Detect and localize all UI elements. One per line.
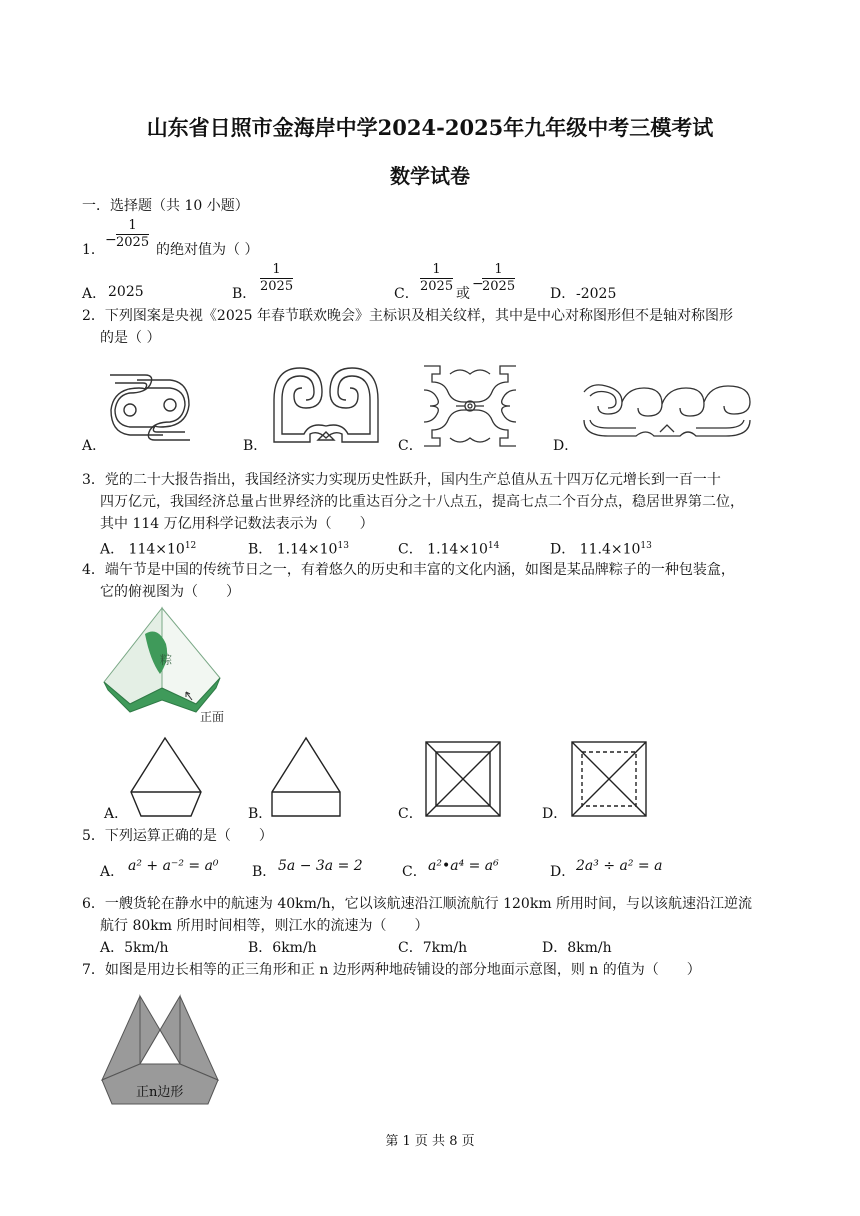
page-footer: 第 1 页 共 8 页 [385,1134,475,1149]
q1-b-den: 2025 [260,279,294,294]
q1-option-a: 2025 [108,284,144,300]
q3-a-exp: 12 [184,541,197,551]
q3-line2: 四万亿元，我国经济总量占世界经济的比重达百分之十八点五，提高七点二个百分点，稳居世界第二位， [100,494,744,510]
q3-line3: 其中 114 万亿用科学记数法表示为（ ） [100,516,374,532]
q4-front-label: 正面 [200,710,225,724]
q5-stem: 5．下列运算正确的是（ ） [82,828,273,844]
q4-view-c [424,740,504,820]
q2-option-c: C． [398,438,423,454]
q1-option-c-or: 或 [456,286,470,302]
q4-packaging-box-photo [100,604,240,729]
q2-pattern-a [105,365,195,450]
q4-option-c: C． [398,806,423,822]
q2-pattern-d [582,380,752,442]
q3-c-exp: 14 [487,541,500,551]
q1-c-den2: 2025 [482,279,516,294]
q1-option-c-frac2 [482,262,515,295]
q1-option-a-label: A． [82,286,107,302]
q1-frac-den: 2025 [116,235,150,250]
q6-line1: 6．一艘货轮在静水中的航速为 40km/h，它以该航速沿江顺流航行 120km 所用时间，与以该航速沿江逆流 [82,896,753,912]
q5-option-a: a² + a⁻² = a⁰ [128,858,219,874]
q2-option-a: A． [82,438,107,454]
q1-option-b-label: B． [232,286,257,302]
q3-d-base: D． 11.4×10 [550,541,641,558]
q6-option-c: C．7km/h [398,940,468,956]
q1-option-c-label: C． [394,286,419,302]
q1-option-d-label: D． [550,286,576,302]
q1-c-num2: 1 [482,262,515,279]
q6-option-b: B．6km/h [248,940,317,956]
q1-c-num1: 1 [420,262,453,279]
q1-stem: 的绝对值为（ ） [156,242,259,258]
q5-option-c-label: C． [402,864,427,880]
q4-line1: 4．端午节是中国的传统节日之一，有着悠久的历史和丰富的文化内涵，如图是某品牌粽子的一种包装盒， [82,562,735,578]
q2-option-d: D． [553,438,579,454]
q1-option-d: -2025 [576,286,617,302]
q4-view-b [268,736,348,820]
q1-neg-sign: − [105,232,117,248]
q7-tiling-figure [100,990,220,1108]
section-heading: 一．选择题（共 10 小题） [82,198,249,214]
q1-option-c-neg: − [472,276,484,292]
q4-line2: 它的俯视图为（ ） [100,584,240,600]
exam-subtitle: 数学试卷 [390,164,470,188]
q2-line1: 2．下列图案是央视《2025 年春节联欢晚会》主标识及相关纹样，其中是中心对称图形但不是轴对称图形 [82,308,733,324]
q3-a-base: A． 114×10 [100,541,185,558]
q5-option-b: 5a − 3a = 2 [278,858,363,874]
q2-pattern-c [420,360,520,452]
q6-line2: 航行 80km 所用时间相等，则江水的流速为（ ） [100,918,429,934]
q4-option-a: A． [104,806,129,822]
q2-pattern-b [270,360,382,452]
q1-b-num: 1 [260,262,293,279]
q4-option-b: B． [248,806,273,822]
q3-option-d [550,536,652,560]
q5-option-c: a²•a⁴ = a⁶ [428,858,499,874]
exam-title: 山东省日照市金海岸中学2024-2025年九年级中考三模考试 [146,115,714,140]
q3-option-c [398,536,499,560]
q6-option-d: D．8km/h [542,940,612,956]
q3-b-exp: 13 [337,541,349,551]
q2-line2: 的是（ ） [100,330,161,346]
q7-stem: 7．如图是用边长相等的正三角形和正 n 边形两种地砖铺设的部分地面示意图，则 n 的值为（ ） [82,962,701,978]
q4-view-a [125,736,207,820]
q1-number: 1． [82,242,105,258]
q5-option-a-label: A． [100,864,125,880]
q5-option-d: 2a³ ÷ a² = a [576,858,663,874]
q5-option-b-label: B． [252,864,277,880]
q1-frac-num: 1 [116,218,149,235]
q1-option-b [260,262,293,295]
q3-option-a [100,536,196,560]
q4-view-d [570,740,650,820]
q5-option-d-label: D． [550,864,576,880]
q3-c-base: C． 1.14×10 [398,541,488,558]
q3-b-base: B． 1.14×10 [248,541,338,558]
q4-box-text: 粽 [160,653,173,667]
q7-polygon-label: 正n边形 [136,1085,184,1100]
q6-option-a: A．5km/h [100,940,169,956]
q1-c-den1: 2025 [420,279,454,294]
q2-option-b: B． [243,438,268,454]
q3-option-b [248,536,349,560]
q3-line1: 3．党的二十大报告指出，我国经济实力实现历史性跃升，国内生产总值从五十四万亿元增长到一百一十 [82,472,721,488]
q1-fraction [116,218,149,251]
q1-option-c-frac1 [420,262,453,295]
q3-d-exp: 13 [640,541,652,551]
q4-option-d: D． [542,806,568,822]
